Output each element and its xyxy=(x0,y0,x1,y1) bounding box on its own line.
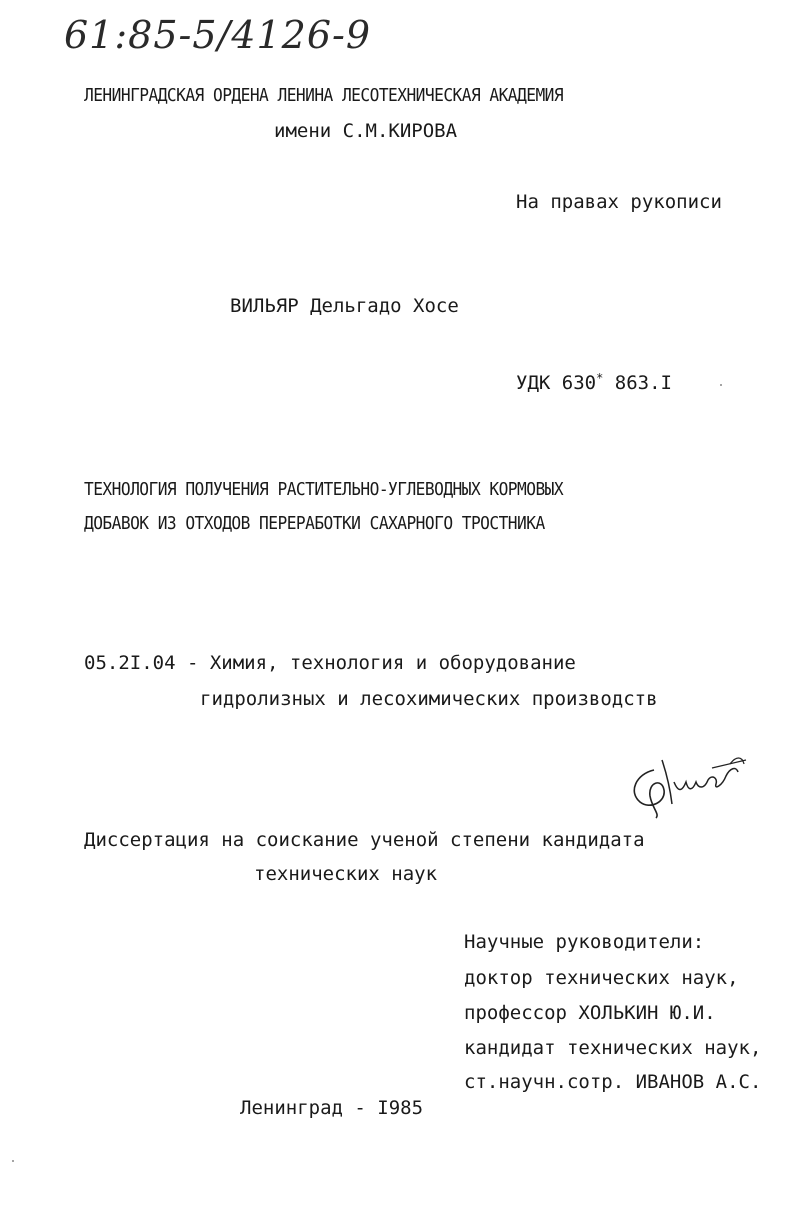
archive-number: 61:85-5/4126-9 xyxy=(64,13,372,57)
udc-code xyxy=(516,371,672,395)
institution-name: ЛЕНИНГРАДСКАЯ ОРДЕНА ЛЕНИНА ЛЕСОТЕХНИЧЕСКАЯ АКАДЕМИЯ xyxy=(84,85,564,106)
udc-prefix: УДК 630 xyxy=(516,372,597,394)
supervisor-1-degree: доктор технических наук, xyxy=(464,967,739,989)
udc-suffix: 863.I xyxy=(603,372,672,394)
scan-speck xyxy=(720,384,722,386)
supervisors-heading: Научные руководители: xyxy=(464,931,705,953)
dissertation-degree: технических наук xyxy=(254,863,438,885)
specialty-code: 05.2I.04 - Химия, технология и оборудование xyxy=(84,652,576,674)
title-line-2: ДОБАВОК ИЗ ОТХОДОВ ПЕРЕРАБОТКИ САХАРНОГО ТРОСТНИКА xyxy=(84,513,545,534)
supervisor-2-degree: кандидат технических наук, xyxy=(464,1037,762,1059)
author-name: ВИЛЬЯР Дельгадо Хосе xyxy=(230,295,459,317)
place-and-year: Ленинград - I985 xyxy=(240,1097,424,1119)
specialty-name: гидролизных и лесохимических производств xyxy=(200,688,658,710)
signature xyxy=(626,752,766,822)
supervisor-1-name: профессор ХОЛЬКИН Ю.И. xyxy=(464,1002,716,1024)
manuscript-rights: На правах рукописи xyxy=(516,191,722,213)
udc-superscript: * xyxy=(596,371,604,385)
supervisor-2-name: ст.научн.сотр. ИВАНОВ А.С. xyxy=(464,1071,762,1093)
title-line-1: ТЕХНОЛОГИЯ ПОЛУЧЕНИЯ РАСТИТЕЛЬНО-УГЛЕВОДНЫХ КОРМОВЫХ xyxy=(84,479,564,500)
institution-dedication: имени С.М.КИРОВА xyxy=(274,120,458,142)
scan-speck xyxy=(12,1160,14,1162)
dissertation-statement: Диссертация на соискание ученой степени кандидата xyxy=(84,829,645,851)
